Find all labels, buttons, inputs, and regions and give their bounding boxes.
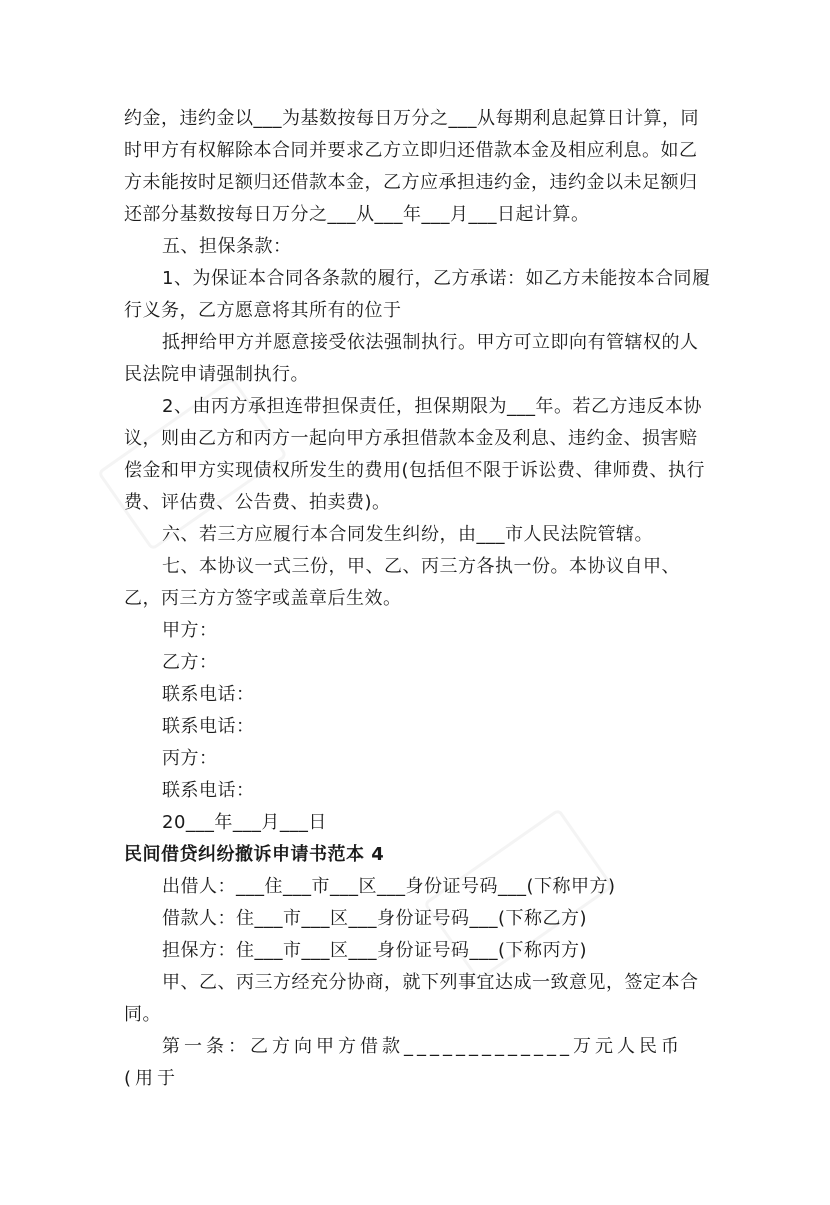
phone-label-1: 联系电话： <box>162 684 255 705</box>
paragraph-2: 五、担保条款： <box>162 236 292 257</box>
paragraph-4: 抵押给甲方并愿意接受依法强制执行。甲方可立即向有管辖权的人民法院申请强制执行。 <box>124 332 699 385</box>
guarantor-line: 担保方：住___市___区___身份证号码___(下称丙方) <box>162 940 588 961</box>
date-line: 20___年___月___日 <box>162 812 327 833</box>
section-heading: 民间借贷纠纷撤诉申请书范本 4 <box>124 844 385 865</box>
party-b-label: 乙方： <box>162 652 218 673</box>
article-one-line: 第一条：乙方向甲方借款_____________万元人民币(用于 <box>124 1036 683 1089</box>
borrower-line: 借款人：住___市___区___身份证号码___(下称乙方) <box>162 908 588 929</box>
party-c-label: 丙方： <box>162 748 218 769</box>
phone-label-2: 联系电话： <box>162 716 255 737</box>
paragraph-7: 七、本协议一式三份，甲、乙、丙三方各执一份。本协议自甲、乙，丙三方方签字或盖章后生效。 <box>124 556 680 609</box>
agreement-paragraph: 甲、乙、丙三方经充分协商，就下列事宜达成一致意见，签定本合同。 <box>124 972 699 1025</box>
paragraph-1: 约金，违约金以___为基数按每日万分之___从每期利息起算日计算，同时甲方有权解除本合同并要求乙方立即归还借款本金及相应利息。如乙方未能按时足额归还借款本金，乙方应承担违约金，违约金以未足额归还部分基数按每日万分之___从___年___月___日起计算。 <box>124 108 699 225</box>
phone-label-3: 联系电话： <box>162 780 255 801</box>
paragraph-6: 六、若三方应履行本合同发生纠纷，由___市人民法院管辖。 <box>162 524 653 545</box>
paragraph-5: 2、由丙方承担连带担保责任，担保期限为___年。若乙方违反本协议，则由乙方和丙方一起向甲方承担借款本金及利息、违约金、损害赔偿金和甲方实现债权所发生的费用(包括但不限于诉讼费、律师费、执行费、评估费、公告费、拍卖费)。 <box>124 396 706 513</box>
party-a-label: 甲方： <box>162 620 218 641</box>
lender-line: 出借人：___住___市___区___身份证号码___(下称甲方) <box>162 876 616 897</box>
paragraph-3: 1、为保证本合同各条款的履行，乙方承诺：如乙方未能按本合同履行义务，乙方愿意将其所有的位于 <box>124 268 711 321</box>
document-body <box>124 103 714 1095</box>
